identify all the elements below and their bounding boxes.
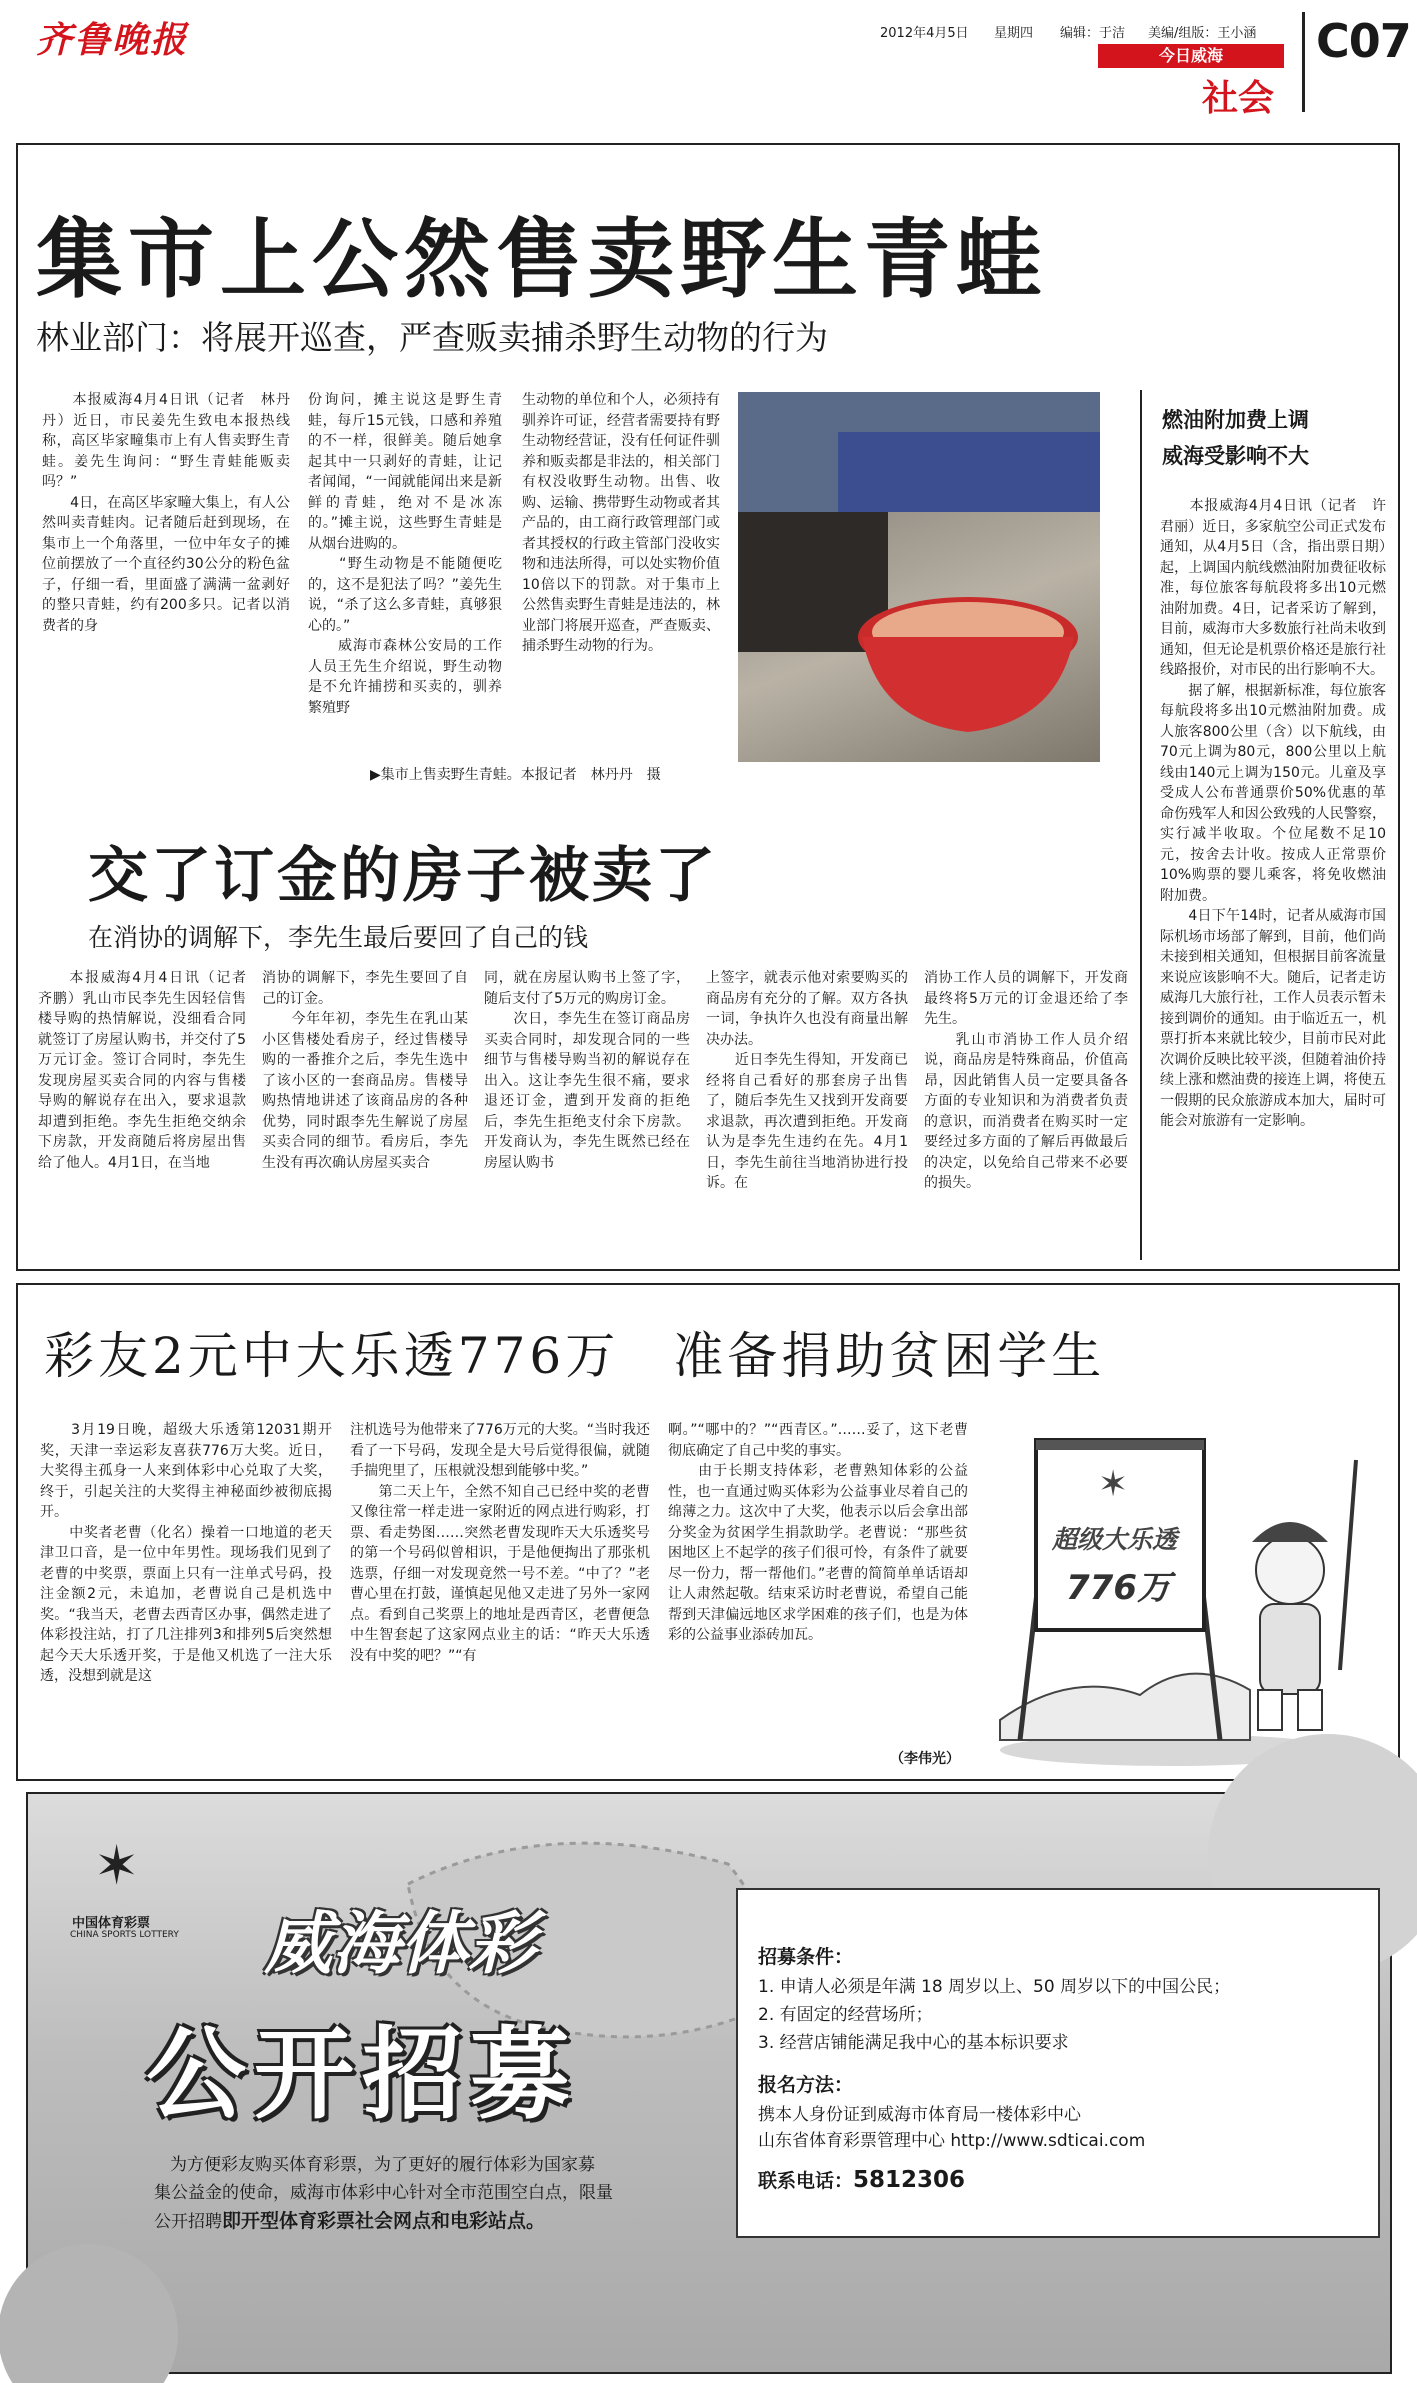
story1-col-1 <box>42 390 290 750</box>
phone-number: 5812306 <box>853 2167 966 2193</box>
condition-2: 2. 有固定的经营场所； <box>758 2005 933 2025</box>
issue-weekday: 星期四 <box>994 26 1034 41</box>
story2-text-2: 消协的调解下，李先生要回了自己的订金。 今年年初，李先生在乳山某小区售楼处看房子，经过售楼导购的一番推介之后，李先生选中了该小区的一套商品房。售楼导购热情地讲述了该商品房的各种优势，同时跟李先生解说了房屋买卖合同的细节。看房后，李先生没有再次确认房屋买卖合 <box>262 970 468 1171</box>
cslottery-star-icon: ✶ <box>94 1834 140 1897</box>
story3-headline: 彩友2元中大乐透776万 准备捐助贫困学生 <box>44 1327 1106 1385</box>
sidebar-divider <box>1140 390 1142 1260</box>
story2-text-5: 消协工作人员的调解下，开发商最终将5万元的订金退还给了李先生。 乳山市消协工作人员介绍说，商品房是特殊商品，价值高昂，因此销售人员一定要具备各方面的专业知识和为消费者负责的意识，而消费者在购买时一定要经过多方面的了解后再做最后的决定，以免给自己带来不必要的损失。 <box>924 970 1128 1191</box>
ad-logo-en: CHINA SPORTS LOTTERY <box>70 1930 179 1940</box>
story3-col-3 <box>668 1420 968 1745</box>
ad-desc-line-1: 为方便彩友购买体育彩票，为了更好的履行体彩为国家募 <box>170 2155 595 2175</box>
story3-text-3: 啊。”“哪中的？”“西青区。”……妥了，这下老曹彻底确定了自己中奖的事实。 由于长期支持体彩，老曹熟知体彩的公益性，也一直通过购买体彩为公益事业尽着自己的绵薄之力。这次中了大奖，他表示以后会拿出部分奖金为贫困学生捐款助学。老曹说：“那些贫困地区上不起学的孩子们很可怜，有条件了就要尽一份力，帮一帮他们。”老曹的简简单单话语却让人肃然起敬。结束采访时老曹说，希望自己能帮到天津偏远地区求学困难的孩子们，也是为体彩的公益事业添砖加瓦。 <box>668 1422 968 1643</box>
method-line-1: 携本人身份证到威海市体育局一楼体彩中心 <box>758 2105 1081 2125</box>
photo-caption: ▶集市上售卖野生青蛙。本报记者 林丹丹 摄 <box>370 767 661 783</box>
easel-board-line-2: 776万 <box>1066 1568 1171 1608</box>
story2-col-2 <box>262 968 468 1258</box>
easel-board-line-1: 超级大乐透 <box>1052 1525 1178 1554</box>
ad-info-panel <box>736 1888 1380 2238</box>
story2-col-5 <box>924 968 1128 1258</box>
sidebar-text: 本报威海4月4日讯（记者 许君丽）近日，多家航空公司正式发布通知，从4月5日（含，指出票日期）起，上调国内航线燃油附加费征收标准，每位旅客每航段将多出10元燃油附加费。4日，记者采访了解到，目前，威海市大多数旅行社尚未收到通知，但无论是机票价格还是旅行社线路报价，对市民的出行影响不大。 据了解，根据新标准，每位旅客每航段将多出10元燃油附加费。成人旅客800公里（含）以下航线，由70元上调为80元，800公里以上航线由140元上调为150元。儿童及享受成人公布普通票价50%优惠的革命伤残军人和因公致残的人民警察，实行减半收取。个位尾数不足10元，按舍去计收。按成人正常票价10%购票的婴儿乘客，将免收燃油附加费。 4日下午14时，记者从威海市国际机场市场部了解到，目前，他们尚未接到相关通知，但根据目前客流量来说应该影响不大。随后，记者走访威海几大旅行社，工作人员表示暂未接到调价的通知。由于临近五一，机票打折本来就比较少，目前市民对此次调价反映比较平淡，但随着油价持续上涨和燃油费的接连上调，将使五一假期的民众旅游成本加大，届时可能会对旅游有一定影响。 <box>1160 498 1386 1129</box>
condition-3: 3. 经营店铺能满足我中心的基本标识要求 <box>758 2033 1069 2053</box>
easel-star-logo-icon: ✶ <box>1098 1464 1129 1505</box>
story1-col-3 <box>522 390 720 750</box>
frog-market-photo <box>738 392 1100 762</box>
ad-desc-line-3 <box>154 2206 545 2233</box>
sidebar-body <box>1160 496 1386 1256</box>
issue-date: 2012年4月5日 <box>880 26 969 41</box>
story3-col-1 <box>40 1420 332 1765</box>
story1-subhead: 林业部门：将展开巡查，严查贩卖捕杀野生动物的行为 <box>36 318 828 357</box>
phone-label: 联系电话： <box>758 2170 854 2192</box>
ad-logo-name: 中国体育彩票 <box>72 1916 151 1931</box>
story1-headline: 集市上公然售卖野生青蛙 <box>36 210 1048 310</box>
story3-text-1: 3月19日晚，超级大乐透第12031期开奖，天津一幸运彩友喜获776万大奖。近日，大奖得主孤身一人来到体彩中心兑取了大奖，终于，引起关注的大奖得主神秘面纱被彻底揭开。 中奖者老曹（化名）操着一口地道的老天津卫口音，是一位中年男性。现场我们见到了老曹的中奖票，票面上只有一注单式号码，投注金额2元，未追加，老曹说自己是机选中奖。“我当天，老曹去西青区办事，偶然走进了体彩投注站，打了几注排列3和排列5后突然想起今天大乐透开奖，于是他又机选了一注大乐透，没想到就是这 <box>40 1422 332 1684</box>
ad-desc-bold: 即开型体育彩票社会网点和电彩站点。 <box>222 2210 546 2232</box>
story1-text-2: 份询问，摊主说这是野生青蛙，每斤15元钱，口感和养殖的不一样，很鲜美。随后她拿起其中一只剥好的青蛙，让记者闻闻，“一闻就能闻出来是新鲜的青蛙，绝对不是冰冻的。”摊主说，这些野生青蛙是从烟台进购的。 “野生动物是不能随便吃的，这不是犯法了吗？”姜先生说，“杀了这么多青蛙，真够狠心的。” 威海市森林公安局的工作人员王先生介绍说，野生动物是不允许捕捞和买卖的，驯养繁殖野 <box>308 392 502 716</box>
story2-col-4 <box>706 968 908 1258</box>
method-line-2: 山东省体育彩票管理中心 http://www.sdticai.com <box>758 2131 1146 2151</box>
phone-row <box>758 2166 965 2193</box>
section-tag <box>1098 44 1284 68</box>
editor-credit: 编辑：于洁 <box>1060 26 1126 41</box>
story1-text-1: 本报威海4月4日讯（记者 林丹丹）近日，市民姜先生致电本报热线称，高区毕家疃集市上有人售卖野生青蛙。姜先生询问：“野生青蛙能贩卖吗？” 4日，在高区毕家疃大集上，有人公然叫卖青蛙肉。记者随后赶到现场，在集市上一个角落里，一位中年女子的摊位前摆放了一个直径约30公分的粉色盆子，仔细一看，里面盛了满满一盆剥好的整只青蛙，约有200多只。记者以消费者的身 <box>42 392 290 634</box>
story2-text-4: 上签字，就表示他对索要购买的商品房有充分的了解。双方各执一词，争执许久也没有商量出解决办法。 近日李先生得知，开发商已经将自己看好的那套房子出售了，随后李先生又找到开发商要求退款，再次遭到拒绝。开发商认为是李先生违约在先。4月1日，李先生前往当地消协进行投诉。在 <box>706 970 908 1191</box>
lottery-illustration <box>990 1420 1390 1770</box>
story3-byline: （李伟光） <box>890 1751 960 1767</box>
story2-text-3: 同，就在房屋认购书上签了字，随后支付了5万元的购房订金。 次日，李先生在签订商品房买卖合同时，却发现合同的一些细节与售楼导购当初的解说存在出入。这让李先生很不痛，要求退还订金，遭到开发商的拒绝后，李先生拒绝支付余下房款。开发商认为，李先生既然已经在房屋认购书 <box>484 970 690 1171</box>
ad-desc-line-2: 集公益金的使命，威海市体彩中心针对全市范围空白点，限量 <box>154 2183 613 2203</box>
story3-text-2: 注机选号为他带来了776万元的大奖。“当时我还看了一下号码，发现全是大号后觉得很偏，就随手揣兜里了，压根就没想到能够中奖。” 第二天上午，全然不知自己已经中奖的老曹又像往常一样走进一家附近的网点进行购彩，打票、看走势图……突然老曹发现昨天大乐透奖号的第一个号码似曾相识，于是他便掏出了那张机选票，仔细一对发现竟然一号不差。“中了？”老曹心里在打鼓，谨慎起见他又走进了另外一家网点。看到自己奖票上的地址是西青区，老曹便急中生智套起了这家网点业主的话：“昨天大乐透没有中奖的吧？”“有 <box>350 1422 650 1664</box>
frog-basin-illustration <box>738 392 1100 762</box>
designer-credit: 美编/组版：王小涵 <box>1148 26 1257 41</box>
easel-cartoon-icon <box>990 1420 1390 1770</box>
story2-text-1: 本报威海4月4日讯（记者 齐鹏）乳山市民李先生因轻信售楼导购的热情解说，没细看合同就签订了房屋认购书，并交付了5万元订金。签订合同时，李先生发现房屋买卖合同的内容与售楼导购的解说存在出入，要求退款却遭到拒绝。李先生拒绝交纳余下房款，开发商随后将房屋出售给了他人。4月1日，在当地 <box>38 970 260 1171</box>
method-title: 报名方法： <box>758 2074 854 2096</box>
sidebar-title-2: 威海受影响不大 <box>1162 444 1309 468</box>
lottery-ad <box>26 1792 1392 2374</box>
sidebar-title-1: 燃油附加费上调 <box>1162 408 1309 432</box>
conditions-title: 招募条件： <box>758 1946 854 1968</box>
paper-logo: 齐鲁晚报 <box>36 19 189 61</box>
story2-col-1 <box>38 968 260 1258</box>
masthead-divider-vertical <box>1302 12 1305 112</box>
story2-headline: 交了订金的房子被卖了 <box>88 841 718 911</box>
story2-subhead: 在消协的调解下，李先生最后要回了自己的钱 <box>88 923 589 952</box>
section-name: 社会 <box>1202 77 1275 119</box>
story3-col-2 <box>350 1420 650 1765</box>
ad-desc-prefix: 公开招聘 <box>154 2212 222 2232</box>
story1-text-3: 生动物的单位和个人，必须持有驯养许可证，经营者需要持有野生动物经营证，没有任何证件驯养和贩卖都是非法的，相关部门有权没收野生动物。出售、收购、运输、携带野生动物或者其产品的，由工商行政管理部门或者其授权的行政主管部门没收实物和违法所得，可以处实物价值10倍以下的罚款。对于集市上公然售卖野生青蛙是违法的，林业部门将展开巡查，严查贩卖、捕杀野生动物的行为。 <box>522 392 720 654</box>
story2-col-3 <box>484 968 690 1258</box>
ad-title-2: 公开招募 <box>146 2016 578 2133</box>
condition-1: 1. 申请人必须是年满 18 周岁以上、50 周岁以下的中国公民； <box>758 1977 1231 1997</box>
page-number: C07 <box>1316 14 1411 68</box>
section-tag-label: 今日威海 <box>1158 46 1223 65</box>
ad-title-1: 威海体彩 <box>264 1905 537 1984</box>
story1-col-2 <box>308 390 502 750</box>
